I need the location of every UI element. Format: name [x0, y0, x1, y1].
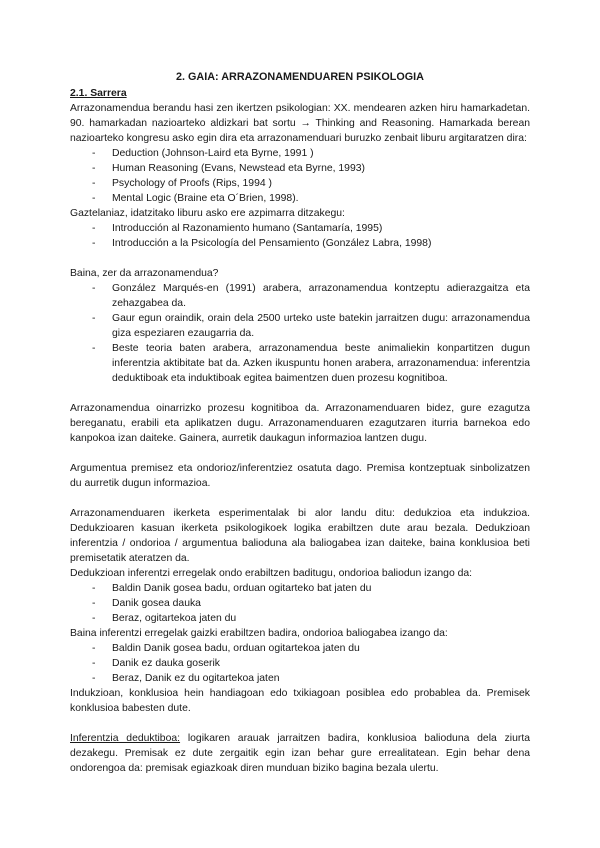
- list-item: - Danik ez dauka goserik: [92, 656, 530, 671]
- cognitive-process-paragraph: Arrazonamendua oinarrizko prozesu kognitiboa da. Arrazonamenduaren bidez, gure ezagutza bereganatu, erabili eta aplikatzen dugu. Arrazonamenduaren ezagutzaren iturria barnekoa edo kanpokoa izan daiteke. Gainera, aurretik daukagun informazioa lantzen dugu.: [70, 403, 530, 444]
- induction-paragraph: Indukzioan, konklusioa hein handiagoan edo txikiagoan posiblea edo probablea da. Premisek konklusioa babesten dute.: [70, 688, 530, 714]
- experimental-paragraph: Arrazonamenduaren ikerketa esperimentalak bi alor landu ditu: dedukzioa eta indukzioa. Dedukzioaren kasuan ikerketa psikologikoek logika erabiltzen dute arau bezala. Dedukzioan inferentzia / ondorioa / argumentua balioduna ala baliogabea izan daiteke, baina konklusioa beti premisetatik ateratzen da.: [70, 508, 530, 564]
- list-item: - González Marqués-en (1991) arabera, arrazonamendua kontzeptu adierazgaitza eta zehazgabea da.: [92, 281, 530, 311]
- deductive-text: logikaren arauak jarraitzen badira, konklusioa balioduna dela ziurta dezakegu. Premisak ez dute zergaitik egin izan behar gure errealitatean. Egin behar dena ondorengoa da: premisak egiazkoak diren munduan biziko bagina bezala ulertu.: [70, 733, 530, 774]
- list-item: - Baldin Danik gosea badu, orduan ogitarteko bat jaten du: [92, 581, 530, 596]
- spacer: [70, 386, 530, 401]
- invalid-example-list: [70, 641, 530, 686]
- list-item: - Introducción a la Psicología del Pensamiento (González Labra, 1998): [92, 236, 530, 251]
- list-item: - Deduction (Johnson-Laird eta Byrne, 1991 ): [92, 146, 530, 161]
- document-title: 2. GAIA: ARRAZONAMENDUAREN PSIKOLOGIA: [176, 71, 424, 83]
- spacer: [70, 716, 530, 731]
- list-item: - Psychology of Proofs (Rips, 1994 ): [92, 176, 530, 191]
- argument-paragraph: Argumentua premisez eta ondorioz/inferentziez osatuta dago. Premisa kontzeptuak sinbolizatzen du aurretik dugun informazioa.: [70, 463, 530, 489]
- list-item: - Beraz, Danik ez du ogitartekoa jaten: [92, 671, 530, 686]
- list-item: - Introducción al Razonamiento humano (Santamaría, 1995): [92, 221, 530, 236]
- list-item: - Beste teoria baten arabera, arrazonamendua beste animaliekin konpartitzen dugun inferentzia aktibitate bat da. Azken ikuspuntu honen arabera, arrazonamendua: inferentzia deduktiboak eta induktiboak egitea baimentzen duen prozesu kognitiboa.: [92, 341, 530, 386]
- invalid-inference-intro: Baina inferentzi erregelak gaizki erabiltzen badira, ondorioa baliogabea izango da:: [70, 628, 448, 639]
- list-item: - Gaur egun oraindik, orain dela 2500 urteko uste batekin jarraitzen dugu: arrazonamendua giza espeziaren ezaugarria da.: [92, 311, 530, 341]
- valid-example-list: [70, 581, 530, 626]
- list-item: - Human Reasoning (Evans, Newstead eta Byrne, 1993): [92, 161, 530, 176]
- list-item: - Mental Logic (Braine eta O´Brien, 1998).: [92, 191, 530, 206]
- list-item: - Danik gosea dauka: [92, 596, 530, 611]
- valid-inference-intro: Dedukzioan inferentzi erregelak ondo erabiltzen baditugu, ondorioa baliodun izango da:: [70, 568, 473, 579]
- deductive-paragraph: [70, 731, 530, 776]
- section-heading: 2.1. Sarrera: [70, 88, 127, 99]
- list-item: - Beraz, ogitartekoa jaten du: [92, 611, 530, 626]
- spacer: [70, 446, 530, 461]
- question-paragraph: Baina, zer da arrazonamendua?: [70, 268, 219, 279]
- document-page: [70, 70, 530, 776]
- spanish-books-list: [70, 221, 530, 251]
- deductive-label: Inferentzia deduktiboa:: [70, 733, 181, 744]
- list-item: - Baldin Danik gosea badu, orduan ogitartekoa jaten du: [92, 641, 530, 656]
- spanish-books-intro: Gaztelaniaz, idatzitako liburu asko ere azpimarra ditzakegu:: [70, 208, 345, 219]
- spacer: [70, 491, 530, 506]
- international-books-list: [70, 146, 530, 206]
- spacer: [70, 251, 530, 266]
- intro-paragraph: Arrazonamendua berandu hasi zen ikertzen psikologian: XX. mendearen azken hiru hamarkadetan. 90. hamarkadan nazioarteko aldizkari bat sortu → Thinking and Reasoning. Hamarkada berean nazioarteko kongresu asko egin dira eta arrazonamenduari buruzko zenbait liburu argitaratzen dira:: [70, 103, 530, 144]
- definitions-list: [70, 281, 530, 386]
